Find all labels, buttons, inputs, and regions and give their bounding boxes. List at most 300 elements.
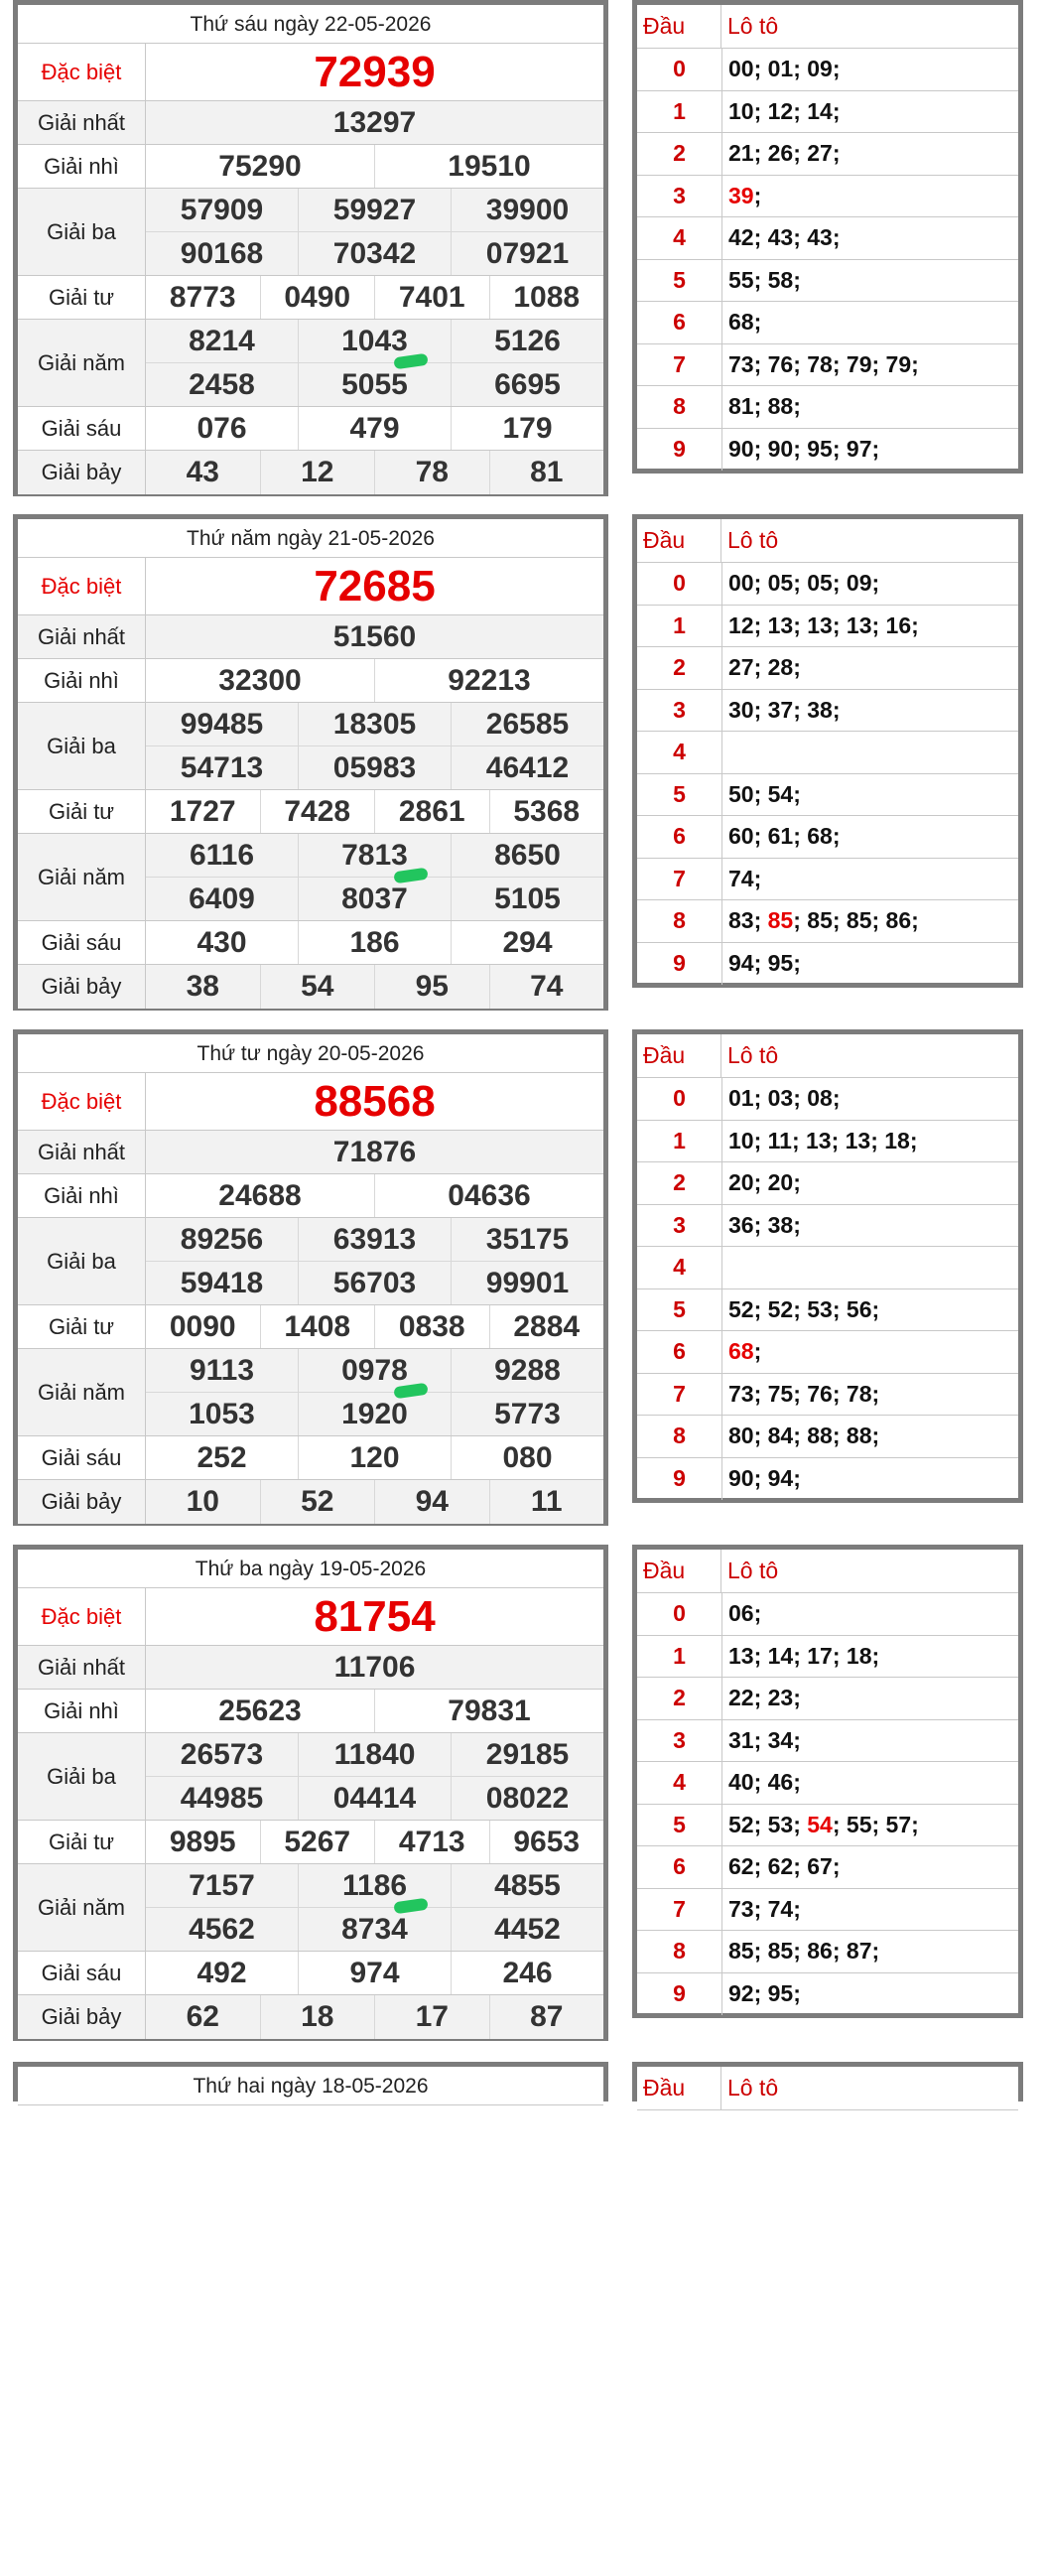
special-prize-number: 88568 (314, 1076, 436, 1126)
prize-values (146, 1218, 603, 1304)
loto-row (637, 1374, 1018, 1417)
dau-digit: 4 (637, 732, 722, 773)
loto-numbers (722, 429, 1018, 472)
prize-number: 90168 (180, 236, 264, 270)
loto-numbers (722, 732, 1018, 773)
prize-row-giai-ba (18, 1733, 603, 1821)
prize-line (146, 1821, 603, 1863)
dau-digit: 3 (637, 690, 722, 732)
prize-number: 10 (186, 1485, 219, 1518)
loto-row (637, 1078, 1018, 1121)
prize-line (146, 746, 603, 789)
dau-digit: 6 (637, 1331, 722, 1373)
prize-row-dac-biet (18, 1588, 603, 1646)
prize-label: Giải bảy (18, 451, 146, 494)
prize-label: Giải nhất (18, 615, 146, 658)
results-table (13, 1545, 608, 2041)
prize-number: 9113 (189, 1353, 255, 1387)
loto-row (637, 217, 1018, 260)
prize-values (146, 790, 603, 833)
prize-number: 0090 (169, 1309, 236, 1343)
prize-number: 13297 (332, 105, 417, 139)
prize-label: Giải sáu (18, 407, 146, 450)
prize-row-giai-nhat (18, 1646, 603, 1690)
prize-row-giai-bay (18, 451, 603, 494)
loto-text: 85; 85; 86; 87; (728, 1938, 880, 1965)
prize-line (146, 1864, 603, 1907)
loto-numbers (722, 1247, 1018, 1288)
dau-header: Đầu (637, 1550, 721, 1592)
prize-line (146, 877, 603, 920)
prize-label: Giải sáu (18, 1952, 146, 1994)
loto-text: 22; 23; (728, 1685, 801, 1711)
prize-number: 35175 (451, 1218, 603, 1261)
loto-numbers (722, 690, 1018, 732)
prize-label: Giải bảy (18, 1480, 146, 1524)
loto-text: 73; 76; 78; 79; 79; (728, 350, 919, 377)
prize-label: Giải tư (18, 1305, 146, 1348)
prize-label: Giải nhất (18, 1131, 146, 1173)
loto-row (637, 1458, 1018, 1501)
draw-date: Thứ tư ngày 20-05-2026 (18, 1034, 603, 1073)
loto-text: 55; 58; (728, 266, 801, 293)
loto-numbers (722, 386, 1018, 428)
prize-values (146, 1690, 603, 1732)
loto-header (637, 2067, 1018, 2110)
prize-number: 0838 (374, 1305, 489, 1348)
prize-label: Giải sáu (18, 1436, 146, 1479)
prize-values (146, 659, 603, 702)
loto-numbers (722, 217, 1018, 259)
loto-row (637, 1636, 1018, 1679)
prize-number: 8734 (298, 1908, 451, 1951)
loto-text: 42; 43; 43; (728, 224, 841, 251)
loto-header (637, 5, 1018, 49)
loto-row (637, 647, 1018, 690)
prize-values (146, 1995, 603, 2039)
prize-number: 11706 (333, 1650, 416, 1684)
prize-row-giai-tu (18, 1821, 603, 1864)
loto-numbers (722, 1846, 1018, 1888)
prize-number: 63913 (298, 1218, 451, 1261)
prize-values (146, 703, 603, 789)
prize-line (146, 231, 603, 275)
prize-number: 17 (374, 1995, 489, 2039)
loto-numbers (722, 859, 1018, 900)
prize-number: 1043 (298, 320, 451, 362)
dau-digit: 5 (637, 1289, 722, 1331)
prize-label: Giải năm (18, 834, 146, 920)
dau-digit: 8 (637, 900, 722, 942)
dau-digit: 7 (637, 1374, 722, 1416)
loto-text: 80; 84; 88; 88; (728, 1423, 880, 1449)
dau-digit: 6 (637, 1846, 722, 1888)
loto-numbers (722, 91, 1018, 133)
loto-numbers (722, 1889, 1018, 1931)
special-prize-number: 72939 (314, 47, 436, 96)
dau-digit: 1 (637, 1636, 722, 1678)
prize-values (146, 1952, 603, 1994)
prize-number: 70342 (298, 232, 451, 275)
loto-row (637, 1289, 1018, 1332)
loto-numbers (722, 943, 1018, 986)
dau-digit: 5 (637, 260, 722, 302)
loto-numbers (722, 1678, 1018, 1719)
prize-line (146, 921, 603, 964)
loto-text: 74; (728, 865, 762, 891)
loto-text: 40; 46; (728, 1769, 801, 1796)
loto-row (637, 1162, 1018, 1205)
prize-row-giai-nhat (18, 615, 603, 659)
prize-number: 4562 (189, 1912, 255, 1946)
results-table (13, 0, 608, 496)
prize-row-giai-nam (18, 1349, 603, 1436)
prize-label: Giải sáu (18, 921, 146, 964)
dau-digit: 3 (637, 1720, 722, 1762)
prize-number: 11840 (298, 1733, 451, 1776)
prize-label: Giải năm (18, 1864, 146, 1951)
prize-number: 7813 (298, 834, 451, 877)
prize-line (146, 703, 603, 746)
loto-text: 68; (728, 309, 762, 336)
prize-number: 5126 (451, 320, 603, 362)
prize-number: 8037 (298, 878, 451, 920)
prize-number: 0978 (298, 1349, 451, 1392)
prize-number: 62 (186, 2000, 219, 2033)
loto-text: 13; 14; 17; 18; (728, 1642, 880, 1669)
loto-row (637, 429, 1018, 472)
loto-numbers (722, 1205, 1018, 1247)
dau-digit: 3 (637, 1205, 722, 1247)
dau-digit: 2 (637, 133, 722, 175)
prize-number: 78 (374, 451, 489, 494)
prize-number: 07921 (451, 232, 603, 275)
dau-digit: 3 (637, 176, 722, 217)
prize-number: 6695 (451, 363, 603, 406)
prize-number: 9653 (489, 1821, 604, 1863)
prize-line (146, 1690, 603, 1732)
dau-digit: 7 (637, 859, 722, 900)
loto-text: ; (753, 182, 762, 208)
dau-digit: 0 (637, 49, 722, 90)
prize-number: 4855 (451, 1864, 603, 1907)
prize-line (146, 362, 603, 406)
prize-number: 04414 (298, 1777, 451, 1820)
loto-text: 83; (728, 907, 768, 934)
loto-row (637, 1931, 1018, 1973)
prize-number: 87 (489, 1995, 604, 2039)
loto-text: ; 85; 85; 86; (793, 907, 919, 934)
prize-label: Đặc biệt (18, 44, 146, 100)
prize-line (146, 451, 603, 494)
loto-row (637, 1846, 1018, 1889)
loto-row (637, 690, 1018, 733)
prize-number: 57909 (180, 193, 264, 226)
loto-row (637, 1889, 1018, 1932)
dau-digit: 1 (637, 91, 722, 133)
loto-text: 52; 52; 53; 56; (728, 1295, 880, 1322)
prize-row-giai-nam (18, 834, 603, 921)
prize-line (146, 1646, 603, 1689)
prize-row-giai-tu (18, 276, 603, 320)
prize-number: 0490 (260, 276, 375, 319)
prize-label: Giải năm (18, 320, 146, 406)
prize-label: Giải nhì (18, 1690, 146, 1732)
loto-text: 90; 90; 95; 97; (728, 436, 880, 463)
prize-number: 99485 (180, 707, 264, 741)
prize-label: Giải tư (18, 276, 146, 319)
loto-numbers (722, 1973, 1018, 2016)
prize-number: 479 (298, 407, 451, 450)
dau-digit: 0 (637, 1593, 722, 1635)
prize-label: Giải bảy (18, 965, 146, 1009)
prize-number: 7401 (374, 276, 489, 319)
prize-values (146, 1864, 603, 1951)
loto-highlight: 85 (767, 907, 794, 934)
dau-digit: 2 (637, 1678, 722, 1719)
dau-digit: 6 (637, 302, 722, 343)
prize-values (146, 1480, 603, 1524)
prize-values (146, 101, 603, 144)
loto-row (637, 1762, 1018, 1805)
prize-number: 9895 (169, 1825, 236, 1858)
prize-number: 74 (489, 965, 604, 1009)
dau-digit: 4 (637, 1247, 722, 1288)
dau-header: Đầu (637, 1034, 721, 1077)
dau-digit: 9 (637, 1458, 722, 1501)
prize-values (146, 1349, 603, 1435)
loto-text: 00; 05; 05; 09; (728, 570, 880, 597)
prize-label: Giải nhì (18, 659, 146, 702)
prize-line (146, 1733, 603, 1776)
loto-numbers (722, 1331, 1018, 1373)
prize-number: 9288 (451, 1349, 603, 1392)
dau-digit: 8 (637, 1416, 722, 1457)
loto-text: 06; (728, 1600, 762, 1627)
loto-row (637, 386, 1018, 429)
loto-row (637, 1331, 1018, 1374)
loto-numbers (722, 1121, 1018, 1162)
loto-numbers (722, 344, 1018, 386)
results-table (13, 1029, 608, 1526)
loto-text: 36; 38; (728, 1211, 801, 1238)
loto-numbers (722, 647, 1018, 689)
loto-text: ; 55; 57; (832, 1811, 919, 1837)
loto-numbers (722, 1289, 1018, 1331)
prize-number: 076 (196, 411, 247, 445)
prize-line (146, 1073, 603, 1130)
dau-digit: 5 (637, 1805, 722, 1846)
prize-number: 4452 (451, 1908, 603, 1951)
prize-row-giai-sau (18, 1952, 603, 1995)
prize-number: 89256 (180, 1222, 264, 1256)
loto-header-label: Lô tô (727, 13, 779, 39)
dau-digit: 2 (637, 1162, 722, 1204)
loto-numbers (722, 49, 1018, 90)
loto-row (637, 816, 1018, 859)
loto-header-label: Lô tô (727, 527, 779, 553)
draw-block (0, 1545, 1046, 2059)
prize-row-giai-nhat (18, 101, 603, 145)
prize-line (146, 44, 603, 100)
loto-row (637, 606, 1018, 648)
prize-row-giai-bay (18, 1480, 603, 1524)
prize-number: 05983 (298, 746, 451, 789)
draw-block (0, 1029, 1046, 1544)
loto-numbers (722, 302, 1018, 343)
prize-values (146, 1436, 603, 1479)
loto-row (637, 1247, 1018, 1289)
prize-number: 1088 (489, 276, 604, 319)
prize-number: 51560 (332, 619, 417, 653)
prize-number: 2458 (189, 367, 255, 401)
loto-row (637, 1416, 1018, 1458)
prize-line (146, 1305, 603, 1348)
prize-label: Giải nhất (18, 1646, 146, 1689)
loto-numbers (722, 1374, 1018, 1416)
loto-row (637, 774, 1018, 817)
loto-header-label: Lô tô (727, 1558, 779, 1583)
draw-block-partial (0, 2062, 1046, 2576)
loto-text: 60; 61; 68; (728, 823, 841, 850)
loto-row (637, 563, 1018, 606)
prize-row-giai-nhi (18, 1690, 603, 1733)
dau-digit: 0 (637, 1078, 722, 1120)
prize-number: 04636 (374, 1174, 603, 1217)
dau-digit: 9 (637, 1973, 722, 2016)
loto-header-label: Lô tô (727, 2075, 779, 2101)
prize-line (146, 1174, 603, 1217)
loto-numbers (722, 1805, 1018, 1846)
prize-number: 75290 (218, 149, 302, 183)
prize-values (146, 1733, 603, 1820)
loto-numbers (722, 1720, 1018, 1762)
prize-number: 8214 (189, 324, 255, 357)
loto-numbers (722, 1593, 1018, 1635)
prize-line (146, 1776, 603, 1820)
loto-row (637, 1973, 1018, 2016)
prize-number: 18 (260, 1995, 375, 2039)
prize-number: 6409 (189, 881, 255, 915)
loto-header (637, 519, 1018, 563)
prize-number: 2861 (374, 790, 489, 833)
loto-row (637, 900, 1018, 943)
prize-values (146, 189, 603, 275)
loto-row (637, 1678, 1018, 1720)
loto-row (637, 49, 1018, 91)
prize-number: 1053 (189, 1397, 255, 1430)
prize-label: Giải ba (18, 189, 146, 275)
loto-text: 20; 20; (728, 1169, 801, 1196)
results-table (13, 514, 608, 1011)
prize-number: 19510 (374, 145, 603, 188)
prize-number: 54713 (180, 750, 264, 784)
prize-row-dac-biet (18, 44, 603, 101)
prize-line (146, 1392, 603, 1435)
prize-row-giai-nhat (18, 1131, 603, 1174)
dau-digit: 7 (637, 1889, 722, 1931)
prize-number: 7157 (189, 1868, 255, 1902)
loto-numbers (722, 563, 1018, 605)
dau-digit: 5 (637, 774, 722, 816)
loto-row (637, 1720, 1018, 1763)
prize-row-giai-ba (18, 703, 603, 790)
loto-table (632, 0, 1023, 474)
prize-line (146, 790, 603, 833)
draw-block (0, 514, 1046, 1028)
prize-line (146, 1907, 603, 1951)
dau-digit: 9 (637, 429, 722, 472)
draw-date: Thứ năm ngày 21-05-2026 (18, 519, 603, 558)
loto-numbers (722, 606, 1018, 647)
prize-line (146, 1588, 603, 1645)
prize-number: 186 (298, 921, 451, 964)
prize-row-giai-nhi (18, 659, 603, 703)
loto-text: 01; 03; 08; (728, 1085, 841, 1112)
prize-line (146, 1261, 603, 1304)
prize-line (146, 1952, 603, 1994)
prize-line (146, 1131, 603, 1173)
prize-values (146, 1588, 603, 1645)
prize-row-giai-nam (18, 320, 603, 407)
prize-number: 294 (451, 921, 603, 964)
prize-number: 26573 (180, 1737, 264, 1771)
dau-digit: 2 (637, 647, 722, 689)
dau-digit: 8 (637, 386, 722, 428)
prize-number: 94 (374, 1480, 489, 1524)
prize-line (146, 834, 603, 877)
prize-line (146, 1349, 603, 1392)
prize-number: 81 (489, 451, 604, 494)
prize-line (146, 965, 603, 1009)
prize-values (146, 965, 603, 1009)
prize-label: Đặc biệt (18, 558, 146, 614)
loto-row (637, 302, 1018, 344)
prize-number: 2884 (489, 1305, 604, 1348)
dau-digit: 4 (637, 1762, 722, 1804)
loto-numbers (722, 1416, 1018, 1457)
prize-number: 99901 (451, 1262, 603, 1304)
prize-values (146, 1174, 603, 1217)
loto-numbers (722, 1458, 1018, 1501)
loto-numbers (722, 1762, 1018, 1804)
prize-row-giai-tu (18, 790, 603, 834)
prize-label: Giải tư (18, 790, 146, 833)
loto-text: 81; 88; (728, 393, 801, 420)
loto-text: 73; 74; (728, 1895, 801, 1922)
prize-values (146, 451, 603, 494)
prize-label: Giải bảy (18, 1995, 146, 2039)
loto-numbers (722, 176, 1018, 217)
prize-label: Giải ba (18, 703, 146, 789)
prize-line (146, 407, 603, 450)
loto-text: 27; 28; (728, 654, 801, 681)
prize-number: 79831 (374, 1690, 603, 1732)
loto-row (637, 1805, 1018, 1847)
loto-text: 94; 95; (728, 950, 801, 977)
dau-header: Đầu (637, 2067, 721, 2109)
dau-header: Đầu (637, 519, 721, 562)
loto-text: 62; 62; 67; (728, 1853, 841, 1880)
draw-date: Thứ ba ngày 19-05-2026 (18, 1550, 603, 1588)
prize-label: Đặc biệt (18, 1073, 146, 1130)
prize-number: 1920 (298, 1393, 451, 1435)
prize-row-giai-bay (18, 1995, 603, 2039)
prize-number: 46412 (451, 746, 603, 789)
loto-text: 12; 13; 13; 13; 16; (728, 611, 919, 638)
prize-number: 5105 (451, 878, 603, 920)
prize-number: 59927 (298, 189, 451, 231)
